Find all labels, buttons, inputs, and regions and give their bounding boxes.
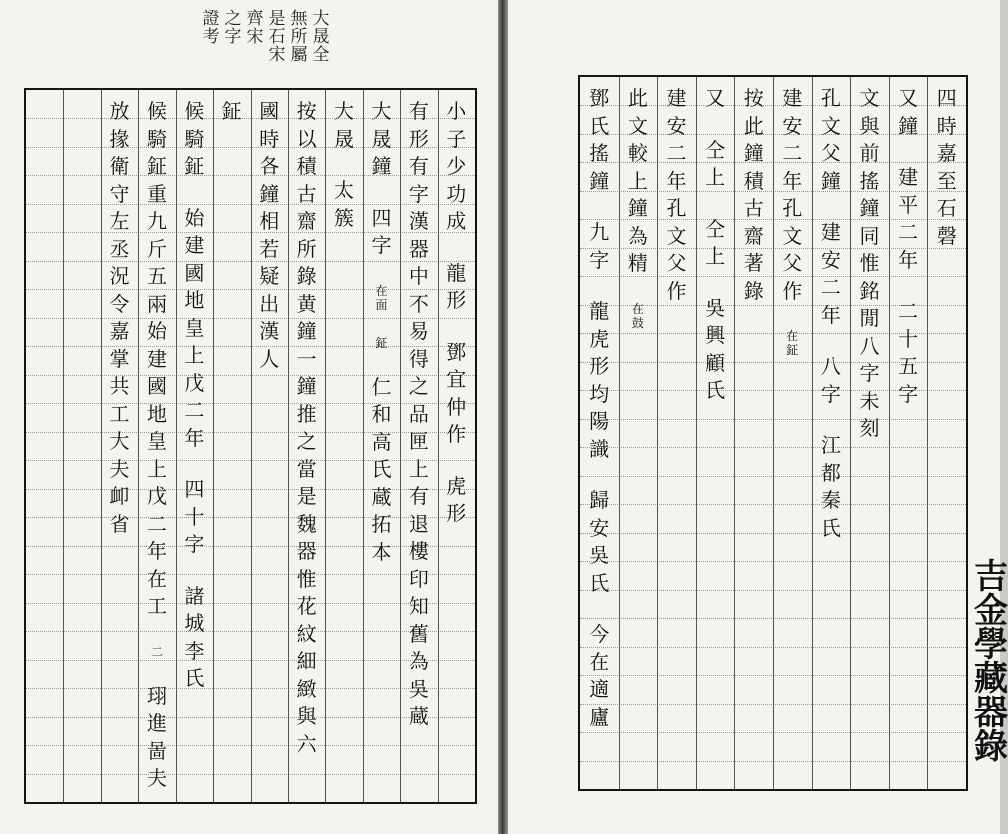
text-segment: 吳興顧氏	[705, 295, 726, 402]
text-segment: 今在適廬	[589, 622, 610, 729]
text-segment: 國時各鐘相若疑出漢人	[259, 99, 280, 371]
text-column	[213, 90, 251, 802]
text-segment: 太簇	[334, 178, 355, 230]
text-segment: 建安二年孔文父作	[666, 86, 687, 303]
text-segment: 有形有字漢器中不易得之品匣上有退樓印知舊為吳蔵	[408, 99, 429, 728]
text-segment: 在鉦	[786, 329, 799, 357]
text-segment: 龍虎形均陽識	[589, 299, 610, 461]
text-segment: 候騎鉦	[184, 99, 205, 178]
text-segment: 仁和高氏蔵拓本	[371, 374, 392, 564]
left-page-grid-frame	[24, 88, 477, 804]
text-segment: 仝上	[705, 216, 726, 268]
margin-note-line: 無所屬	[290, 9, 308, 65]
text-segment: 建平二年	[898, 165, 919, 272]
text-segment: 二	[150, 644, 163, 659]
text-segment: 四時嘉至石磬	[936, 86, 957, 248]
margin-note-line: 證考	[202, 9, 220, 47]
edge-side-label: 吉金學藏器錄	[974, 557, 1008, 767]
text-segment: 江都秦氏	[820, 433, 841, 540]
right-page-grid-frame	[578, 75, 968, 791]
text-segment: 仝上	[705, 137, 726, 189]
text-segment: 四字	[371, 205, 392, 257]
text-segment: 龍形	[446, 260, 467, 312]
text-segment: 鄧氏搖鐘	[589, 86, 610, 193]
text-segment: 大晟鐘	[371, 99, 392, 178]
margin-note-line: 是石宋	[268, 9, 286, 65]
text-segment: 孔文父鐘	[820, 86, 841, 193]
text-segment: 又鐘	[898, 86, 919, 138]
text-segment: 珝進啚夫	[146, 683, 167, 790]
text-segment: 九字	[589, 220, 610, 272]
text-segment: 小子少功成	[446, 99, 467, 233]
book-gutter	[498, 0, 508, 834]
text-segment: 文與前搖鐘同惟銘閒八字未刻	[859, 86, 880, 440]
text-segment: 虎形	[446, 473, 467, 525]
text-segment: 諸城李氏	[184, 583, 205, 690]
right-page	[508, 0, 1008, 834]
text-column	[63, 90, 101, 802]
text-segment: 鄧宜仲作	[446, 339, 467, 446]
text-segment: 建安二年	[820, 220, 841, 327]
text-segment: 鉦	[221, 99, 242, 123]
text-segment: 在鼓	[631, 301, 644, 330]
text-segment: 四十字	[184, 477, 205, 556]
text-segment: 候騎鉦重九斤五兩始建國地皇上戊二年在工	[146, 99, 167, 618]
text-segment: 此文較上鐘為精	[627, 86, 648, 275]
text-segment: 建安二年孔文父作	[782, 86, 803, 303]
margin-note-line: 之字	[224, 9, 242, 47]
text-segment: 歸安吳氏	[589, 488, 610, 595]
text-segment: 按以積古齋所錄黄鐘一鐘推之當是魏器惟花紋細緻與六	[296, 99, 317, 756]
margin-note-line: 齊宋	[246, 9, 264, 47]
text-segment: 按此鐘積古齋著錄	[743, 86, 764, 303]
text-segment: 在面	[375, 283, 388, 312]
text-segment: 八字	[820, 354, 841, 406]
text-segment: 始建國地皇上戊二年	[184, 205, 205, 450]
text-segment: 大晟	[334, 99, 355, 151]
text-segment: 二十五字	[898, 299, 919, 406]
text-segment: 又	[705, 86, 726, 110]
text-segment: 放掾衛守左丞況令嘉掌共工大夫卹省	[109, 99, 130, 536]
text-column	[26, 90, 63, 802]
left-page	[0, 0, 500, 834]
margin-note-line: 大晟全	[312, 9, 330, 65]
text-segment: 鉦	[375, 335, 388, 350]
